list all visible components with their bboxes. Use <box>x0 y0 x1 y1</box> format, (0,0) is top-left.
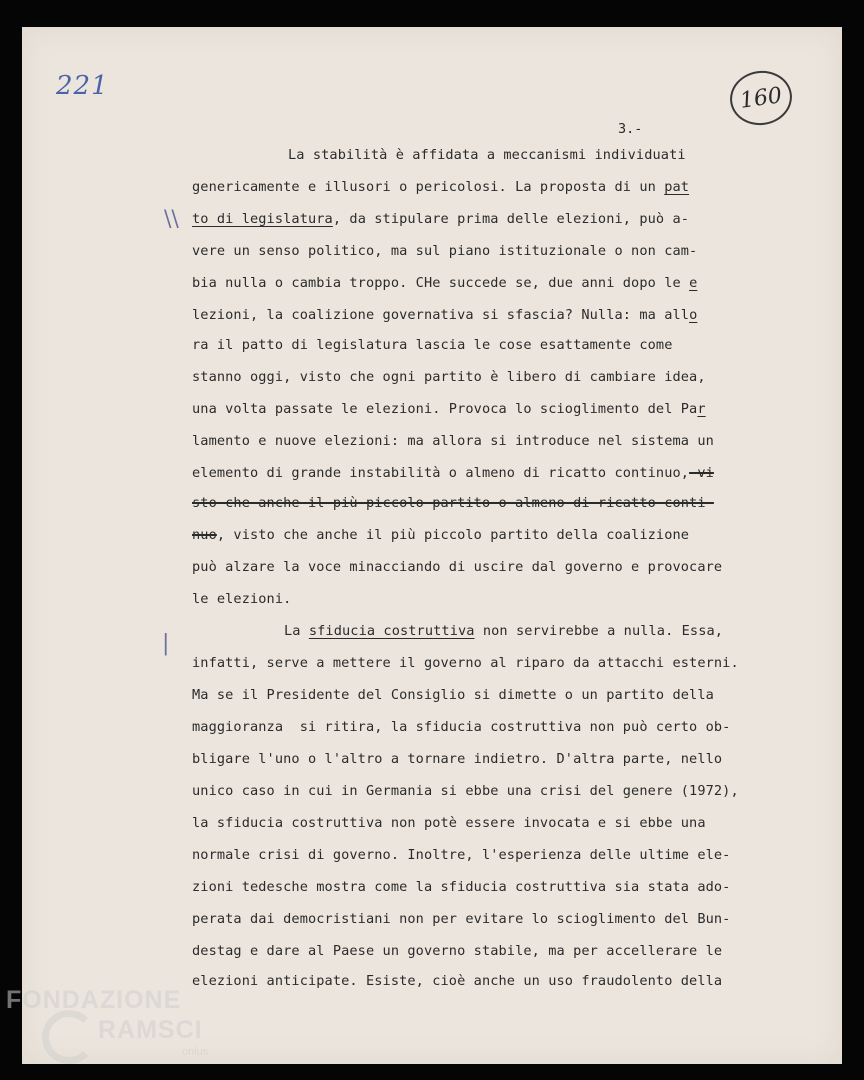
text-segment: perata dai democristiani non per evitare lo scioglimento del Bun- <box>192 911 731 927</box>
text-line <box>192 401 706 417</box>
text-segment: la sfiducia costruttiva non potè essere invocata e si ebbe una <box>192 815 706 831</box>
fondazione-gramsci-logo <box>6 984 221 1074</box>
text-segment: non servirebbe a nulla. Essa, <box>474 623 724 639</box>
text-segment: ra il patto di legislatura lascia le cose esattamente come <box>192 337 673 353</box>
text-segment: Ma se il Presidente del Consiglio si dimette o un partito della <box>192 687 714 703</box>
text-line <box>192 943 722 959</box>
text-line <box>192 307 697 323</box>
logo-onlus: onlus <box>182 1046 209 1058</box>
underlined-text: r <box>697 401 706 417</box>
text-line <box>192 911 730 927</box>
text-segment: bligare l'uno o l'altro a tornare indietro. D'altra parte, nello <box>192 751 723 767</box>
struck-text: nuo <box>192 527 217 543</box>
text-segment: zioni tedesche mostra come la sfiducia costruttiva sia stata ado- <box>192 879 731 895</box>
text-line <box>192 179 689 195</box>
text-segment: genericamente e illusori o pericolosi. La proposta di un <box>192 179 665 195</box>
text-line <box>284 623 723 639</box>
underlined-text: pat <box>664 179 690 195</box>
text-line <box>192 687 714 703</box>
text-segment: destag e dare al Paese un governo stabile, ma per accellerare le <box>192 943 723 959</box>
underlined-text: e <box>689 275 698 291</box>
text-line <box>192 751 722 767</box>
circled-page-number <box>727 67 796 129</box>
text-segment: elezioni anticipate. Esiste, cioè anche un uso fraudolento della <box>192 973 723 989</box>
text-segment: , visto che anche il più piccolo partito della coalizione <box>216 527 690 543</box>
margin-mark-bottom: | <box>162 631 170 656</box>
text-line <box>192 783 739 799</box>
text-line <box>192 719 730 735</box>
text-line <box>192 847 730 863</box>
document-page <box>22 27 842 1064</box>
text-line <box>192 655 739 671</box>
text-segment: può alzare la voce minacciando di uscire dal governo e provocare <box>192 559 723 575</box>
text-segment: , da stipulare prima delle elezioni, può a- <box>332 211 690 227</box>
text-line <box>192 495 714 511</box>
underlined-text: o <box>689 307 698 323</box>
logo-line-2: RAMSCI <box>98 1016 203 1044</box>
text-line <box>192 527 689 543</box>
text-segment: maggioranza si ritira, la sfiducia costruttiva non può certo ob- <box>192 719 731 735</box>
text-line <box>288 147 686 163</box>
text-line <box>192 433 714 449</box>
handwritten-number: 221 <box>56 71 109 101</box>
text-line <box>192 591 291 607</box>
text-segment: La stabilità è affidata a meccanismi individuati <box>288 147 686 163</box>
text-segment: lezioni, la coalizione governativa si sfascia? Nulla: ma all <box>192 307 690 323</box>
text-segment: elemento di grande instabilità o almeno di ricatto continuo, <box>192 465 690 481</box>
struck-text: sto che anche il più piccolo partito o almeno di ricatto conti- <box>192 495 714 511</box>
text-line <box>192 973 722 989</box>
circled-number-text: 160 <box>738 82 784 114</box>
text-segment: lamento e nuove elezioni: ma allora si introduce nel sistema un <box>192 433 714 449</box>
text-line <box>192 275 697 291</box>
typed-page-number: 3.- <box>618 121 643 137</box>
underlined-text: to di legislatura <box>192 211 333 227</box>
text-segment: le elezioni. <box>192 591 292 607</box>
text-line <box>192 211 689 227</box>
text-line <box>192 815 706 831</box>
logo-g-icon <box>42 1010 96 1064</box>
text-segment: La <box>284 623 309 639</box>
underlined-text: sfiducia costruttiva <box>308 623 475 639</box>
struck-text: vi <box>689 465 714 481</box>
text-segment: stanno oggi, visto che ogni partito è libero di cambiare idea, <box>192 369 706 385</box>
text-segment: infatti, serve a mettere il governo al riparo da attacchi esterni. <box>192 655 739 671</box>
text-line <box>192 879 730 895</box>
text-line <box>192 243 697 259</box>
text-segment: normale crisi di governo. Inoltre, l'esperienza delle ultime ele- <box>192 847 731 863</box>
text-segment: vere un senso politico, ma sul piano istituzionale o non cam- <box>192 243 698 259</box>
text-segment: unico caso in cui in Germania si ebbe una crisi del genere (1972), <box>192 783 739 799</box>
text-segment: bia nulla o cambia troppo. CHe succede se, due anni dopo le <box>192 275 690 291</box>
text-line <box>192 337 672 353</box>
text-line <box>192 559 722 575</box>
text-segment: una volta passate le elezioni. Provoca lo scioglimento del Pa <box>192 401 698 417</box>
margin-mark-top: \\ <box>164 207 179 232</box>
text-line <box>192 465 714 481</box>
logo-line-1: FONDAZIONE <box>6 986 182 1014</box>
text-line <box>192 369 706 385</box>
